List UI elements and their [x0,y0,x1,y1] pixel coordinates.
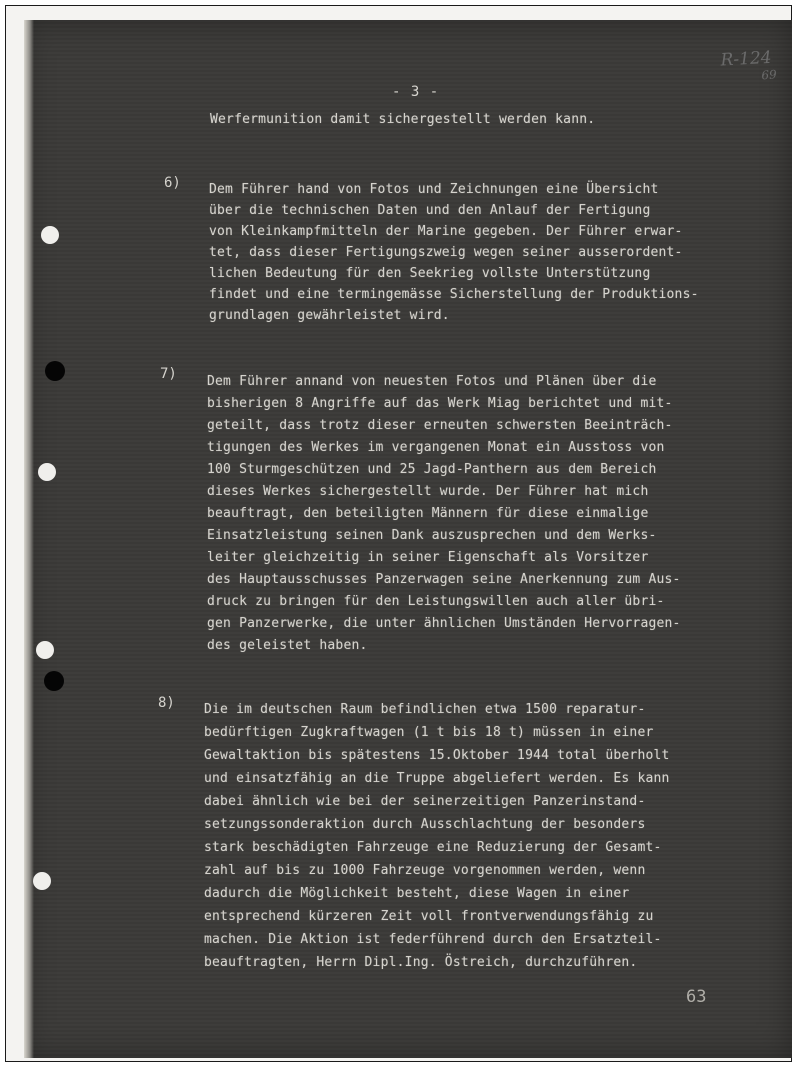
section-number: 6) [164,175,181,191]
text-line: lichen Bedeutung für den Seekrieg vollste Unterstützung [209,266,651,281]
scan-frame [5,5,792,1062]
text-line: beauftragten, Herrn Dipl.Ing. Östreich, durchzuführen. [204,955,638,970]
footer-page-number: 63 [686,987,707,1007]
punch-hole [38,463,56,481]
text-line: bedürftigen Zugkraftwagen (1 t bis 18 t) müssen in einer [204,725,654,740]
archive-mark [720,49,777,85]
text-line: Die im deutschen Raum befindlichen etwa 1500 reparatur- [204,702,646,717]
text-line: setzungssonderaktion durch Ausschlachtung der besonders [204,817,646,832]
text-line: grundlagen gewährleistet wird. [209,308,450,323]
text-line: geteilt, dass trotz dieser erneuten schwersten Beeinträch- [207,418,673,433]
intro-line: Werfermunition damit sichergestellt werden kann. [210,112,596,127]
text-line: bisherigen 8 Angriffe auf das Werk Miag berichtet und mit- [207,396,673,411]
text-line: Dem Führer annand von neuesten Fotos und Plänen über die [207,374,657,389]
text-line: Einsatzleistung seinen Dank auszusprechen und dem Werks- [207,528,657,543]
punch-hole [41,226,59,244]
punch-hole [44,671,64,691]
text-line: beauftragt, den beteiligten Männern für diese einmalige [207,506,649,521]
section-number: 7) [160,366,177,382]
punch-hole [45,361,65,381]
text-line: von Kleinkampfmitteln der Marine gegeben. Der Führer erwar- [209,224,683,239]
text-line: gen Panzerwerke, die unter ähnlichen Umständen Hervorragen- [207,616,681,631]
text-line: und einsatzfähig an die Truppe abgeliefert werden. Es kann [204,771,670,786]
text-line: dieses Werkes sichergestellt wurde. Der Führer hat mich [207,484,649,499]
paper-edge [24,20,34,1058]
text-line: tet, dass dieser Fertigungszweig wegen seiner ausserordent- [209,245,683,260]
text-line: druck zu bringen für den Leistungswillen auch aller übri- [207,594,665,609]
text-line: tigungen des Werkes im vergangenen Monat ein Ausstoss von [207,440,665,455]
text-line: entsprechend kürzeren Zeit voll frontverwendungsfähig zu [204,909,654,924]
text-line: 100 Sturmgeschützen und 25 Jagd-Panthern aus dem Bereich [207,462,657,477]
text-line: dadurch die Möglichkeit besteht, diese Wagen in einer [204,886,630,901]
text-line: machen. Die Aktion ist federführend durch den Ersatzteil- [204,932,662,947]
text-line: leiter gleichzeitig in seiner Eigenschaft als Vorsitzer [207,550,649,565]
text-line: findet und eine termingemässe Sicherstellung der Produktions- [209,287,699,302]
text-line: Gewaltaktion bis spätestens 15.Oktober 1944 total überholt [204,748,670,763]
text-line: stark beschädigten Fahrzeuge eine Reduzierung der Gesamt- [204,840,662,855]
text-line: über die technischen Daten und den Anlauf der Fertigung [209,203,651,218]
text-line: Dem Führer hand von Fotos und Zeichnungen eine Übersicht [209,182,659,197]
punch-hole [33,872,51,890]
text-line: des Hauptausschusses Panzerwagen seine Anerkennung zum Aus- [207,572,681,587]
punch-hole [36,641,54,659]
text-line: zahl auf bis zu 1000 Fahrzeuge vorgenommen werden, wenn [204,863,646,878]
page-number: - 3 - [392,84,440,100]
document-sheet [24,20,792,1058]
text-line: des geleistet haben. [207,638,368,653]
text-line: dabei ähnlich wie bei der seinerzeitigen Panzerinstand- [204,794,646,809]
section-number: 8) [158,695,175,711]
archive-mark-line2: 69 [761,67,778,82]
archive-mark-line1: R-124 [720,47,773,71]
